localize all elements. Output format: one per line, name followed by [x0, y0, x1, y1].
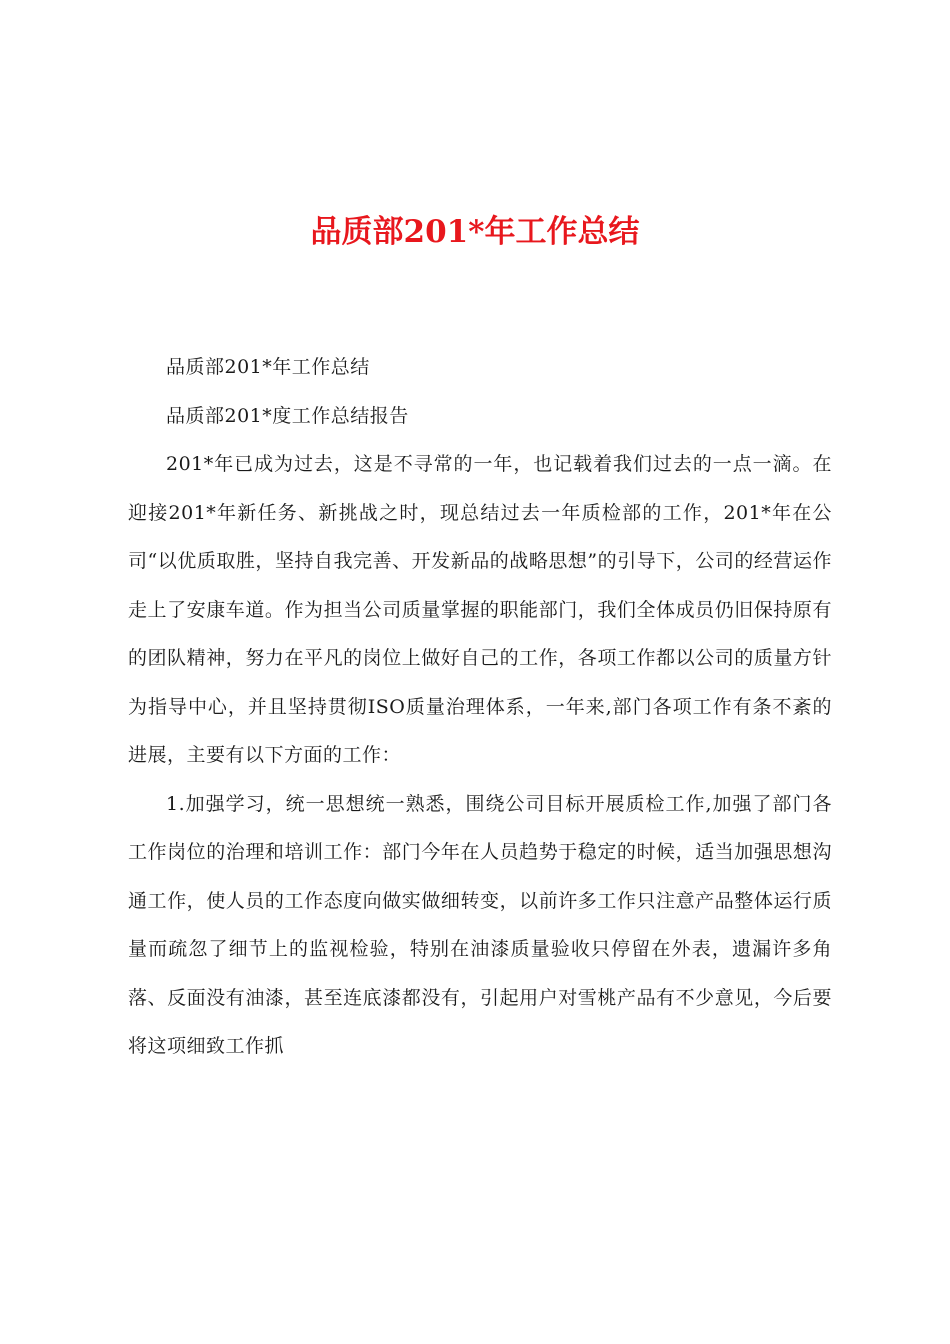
document-body: [128, 343, 832, 1071]
paragraph-report-title: 品质部201*度工作总结报告: [166, 404, 409, 427]
paragraph-item-1: 1.加强学习，统一思想统一熟悉，围绕公司目标开展质检工作,加强了部门各工作岗位的治理和培训工作：部门今年在人员趋势于稳定的时候，适当加强思想沟通工作，使人员的工作态度向做实做细转变，以前许多工作只注意产品整体运行质量而疏忽了细节上的监视检验，特别在油漆质量验收只停留在外表，遗漏许多角落、反面没有油漆，甚至连底漆都没有，引起用户对雪桃产品有不少意见，今后要将这项细致工作抓: [128, 792, 832, 1057]
paragraph-subtitle: 品质部201*年工作总结: [166, 356, 370, 378]
document-title: 品质部201*年工作总结: [310, 214, 640, 250]
paragraph-introduction: 201*年已成为过去，这是不寻常的一年，也记载着我们过去的一点一滴。在迎接201*年新任务、新挑战之时，现总结过去一年质检部的工作，201*年在公司“以优质取胜，坚持自我完善、开发新品的战略思想”的引导下，公司的经营运作走上了安康车道。作为担当公司质量掌握的职能部门，我们全体成员仍旧保持原有的团队精神，努力在平凡的岗位上做好自己的工作，各项工作都以公司的质量方针为指导中心，并且坚持贯彻ISO质量治理体系，一年来,部门各项工作有条不紊的进展，主要有以下方面的工作：: [128, 453, 832, 766]
